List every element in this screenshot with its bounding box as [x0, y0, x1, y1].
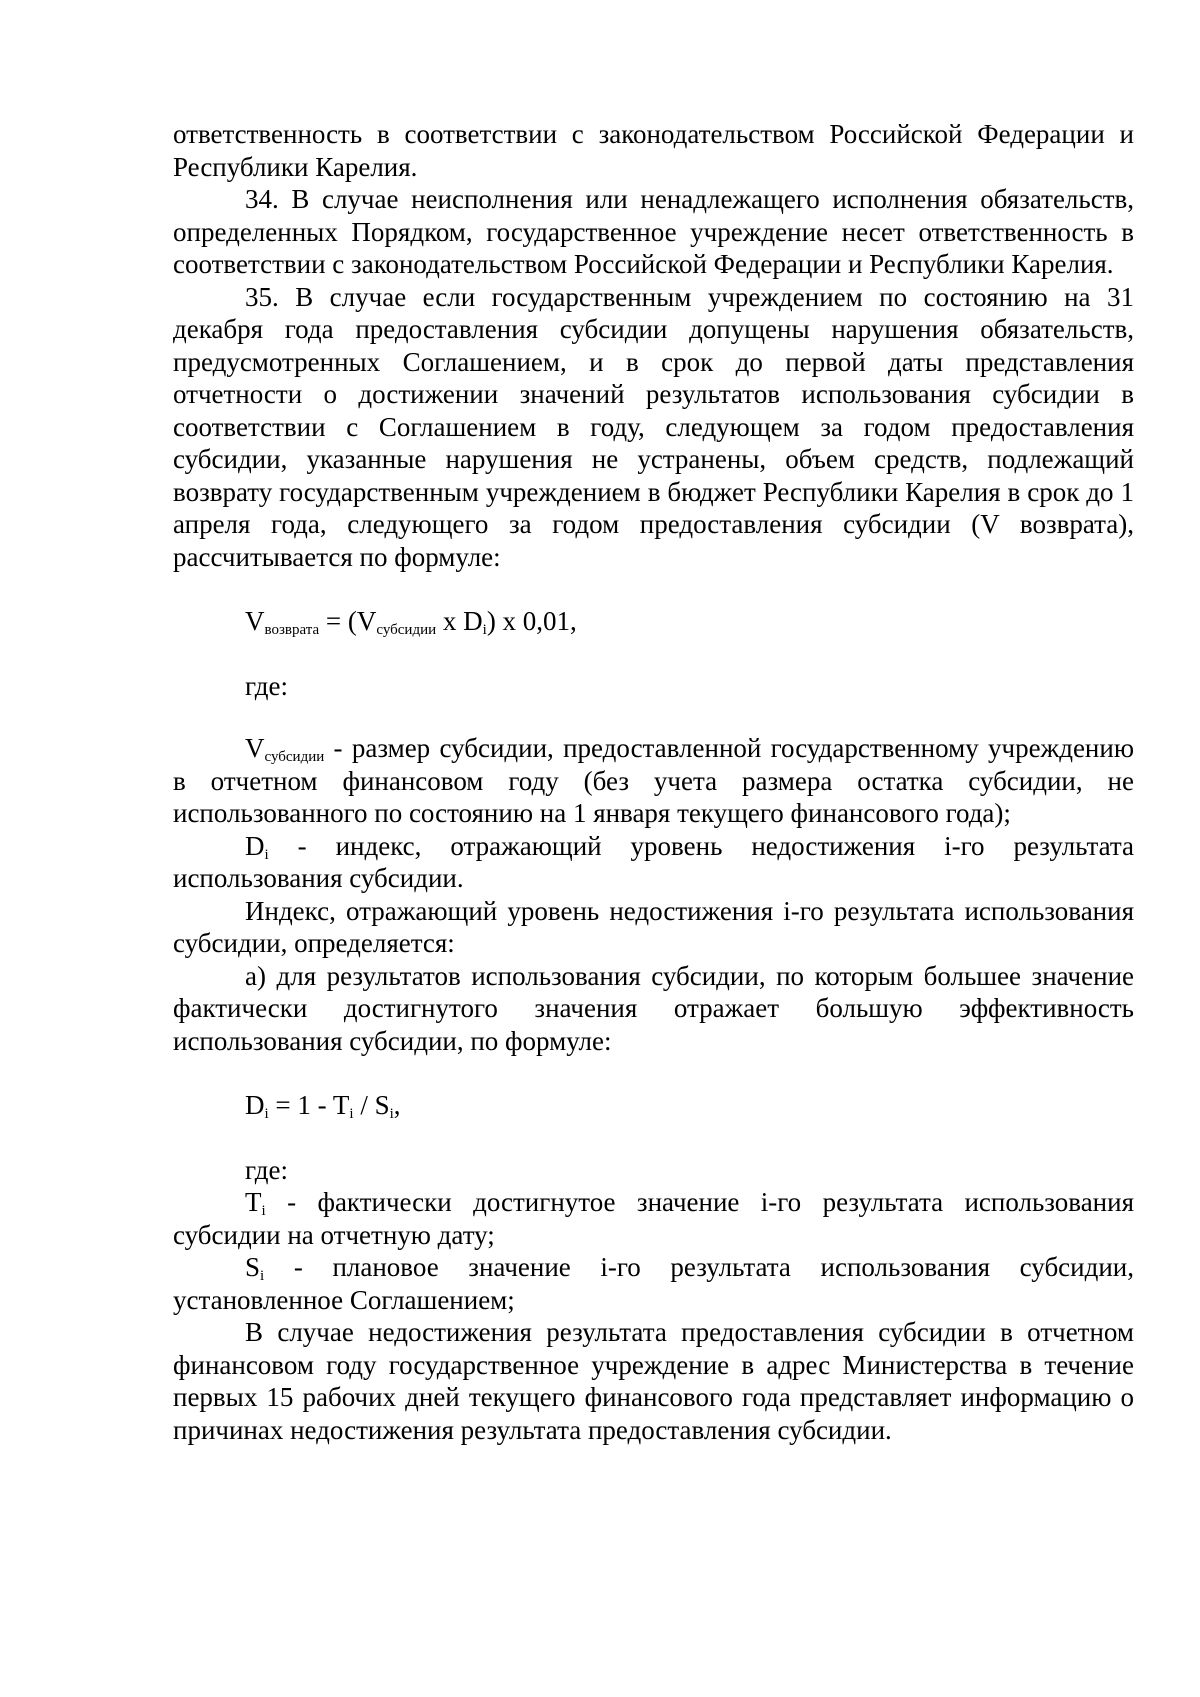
paragraph-index: Индекс, отражающий уровень недостижения i-го результата использования субсидии, определяется: [173, 895, 1134, 958]
formula-sub-vozvrata: возврата [264, 622, 320, 638]
def-t-sub: i [261, 1203, 266, 1219]
formula2-sub-3: i [389, 1106, 394, 1122]
paragraph-35: 35. В случае если государственным учреждением по состоянию на 31 декабря года предоставления субсидии допущены нарушения обязательств, предусмотренных Соглашением, и в срок до первой даты представления отчетности о достижении значений результатов использования субсидии в соответствии с Соглашением в году, следующем за годом предоставления субсидии, указанные нарушения не устранены, объем средств, подлежащий возврату государственным учреждением в бюджет Республики Карелия в срок до 1 апреля года, следующего за годом предоставления субсидии (V возврата), рассчитывается по формуле: [173, 281, 1134, 572]
def-v-sub: субсидии [264, 749, 325, 765]
formula2-mid-2: / S [353, 1090, 390, 1120]
formula2-var-d: D [245, 1090, 265, 1120]
formula2-end: , [393, 1090, 401, 1120]
formula2-sub-2: i [349, 1106, 354, 1122]
formula-index [245, 1089, 1134, 1122]
def-d-text: - индекс, отражающий уровень недостижения i-го результата использования субсидии. [173, 830, 1134, 893]
formula2-mid-1: = 1 - T [268, 1090, 350, 1120]
def-v-var: V [245, 733, 265, 763]
paragraph-final: В случае недостижения результата предоставления субсидии в отчетном финансовом году государственное учреждение в адрес Министерства в течение первых 15 рабочих дней текущего финансового года представляет информацию о причинах недостижения результата предоставления субсидии. [173, 1317, 1134, 1445]
definition-d-i [173, 830, 1134, 895]
formula-var-v: V [245, 606, 265, 636]
def-v-text: - размер субсидии, предоставленной государственному учреждению в отчетном финансовом году (без учета размера остатка субсидии, не использованного по состоянию на 1 января текущего финансового года); [173, 733, 1134, 828]
where-label-1: где: [245, 670, 288, 701]
def-d-sub: i [264, 846, 269, 863]
paragraph-intro: ответственность в соответствии с законодательством Российской Федерации и Республики Карелия. [173, 119, 1134, 182]
where-label-2: где: [245, 1154, 288, 1185]
definition-s-i [173, 1251, 1134, 1316]
paragraph-34: 34. В случае неисполнения или ненадлежащего исполнения обязательств, определенных Порядком, государственное учреждение несет ответственность в соответствии с законодательством Российской Федерации и Республики Карелия. [173, 184, 1134, 279]
formula-close: ) x 0,01, [486, 606, 577, 636]
document-body [173, 118, 1134, 1446]
formula-sub-i: i [482, 622, 487, 638]
def-s-var: S [245, 1252, 261, 1282]
formula-eq-open: = (V [319, 606, 377, 636]
def-t-var: T [245, 1187, 262, 1217]
def-s-sub: i [260, 1268, 265, 1284]
def-s-text: - плановое значение i-го результата использования субсидии, установленное Соглашением; [173, 1252, 1134, 1315]
def-d-var: D [245, 830, 265, 861]
definition-t-i [173, 1186, 1134, 1251]
def-t-text: - фактически достигнутое значение i-го результата использования субсидии на отчетную дату; [173, 1187, 1134, 1250]
definition-v-subsidii [173, 732, 1134, 830]
formula2-sub-1: i [264, 1106, 269, 1122]
formula-mid: x D [436, 606, 483, 636]
formula-return-volume [245, 605, 1134, 638]
paragraph-a: а) для результатов использования субсидии, по которым большее значение фактически достигнутого значения отражает большую эффективность использования субсидии, по формуле: [173, 960, 1134, 1056]
formula-sub-subsidii: субсидии [376, 622, 437, 638]
